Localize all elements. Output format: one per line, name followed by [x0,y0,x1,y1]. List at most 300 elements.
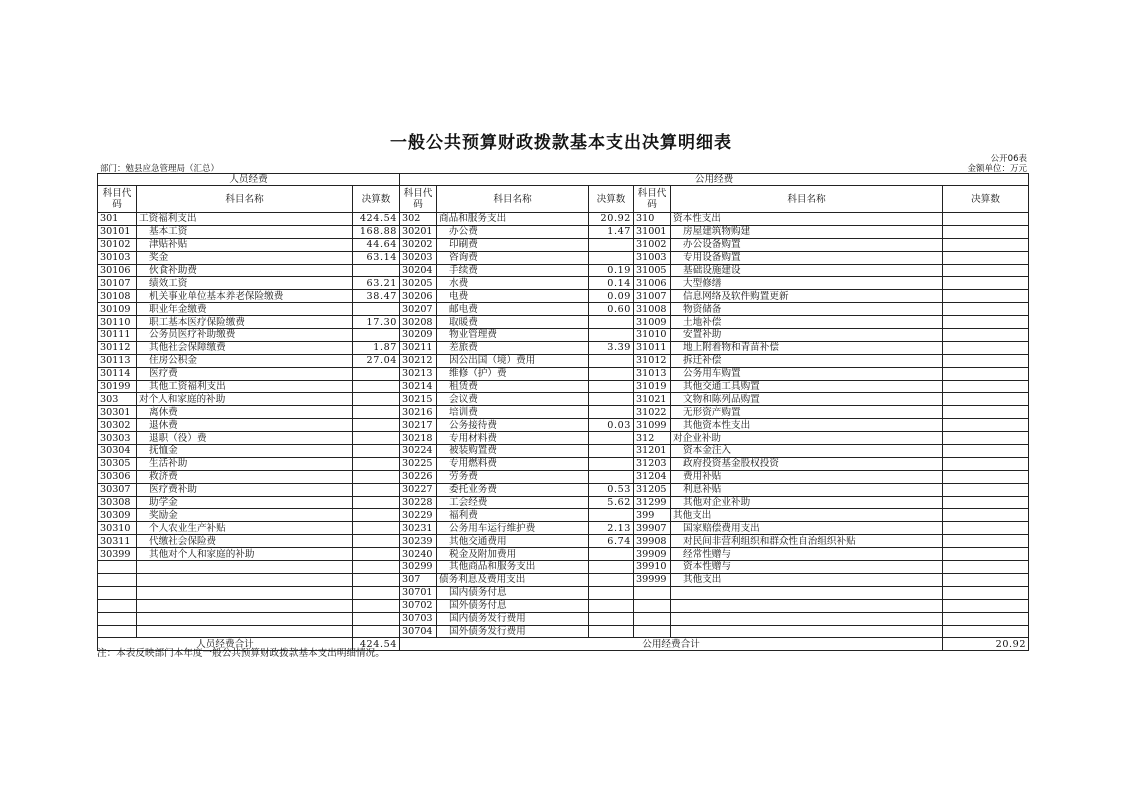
col-header-code: 科目代码 [400,186,437,213]
goods-name-cell: 委托业务费 [437,483,589,496]
goods-name-cell: 国外债务发行费用 [437,625,589,638]
personnel-name-cell: 住房公积金 [137,354,353,367]
goods-name-cell: 国外债务付息 [437,599,589,612]
col-header-amount: 决算数 [353,186,400,213]
personnel-code-cell: 30305 [98,457,137,470]
capital-code-cell: 31010 [634,329,671,342]
table-row [98,341,1029,354]
personnel-amount-cell [353,329,400,342]
capital-code-cell: 31003 [634,251,671,264]
capital-code-cell: 31006 [634,277,671,290]
capital-amount-cell [943,432,1029,445]
footnote: 注：本表反映部门本年度一般公共预算财政拨款基本支出明细情况。 [97,648,385,659]
capital-name-cell [671,586,943,599]
capital-code-cell: 31021 [634,393,671,406]
goods-amount-cell: 2.13 [589,522,634,535]
goods-code-cell: 30225 [400,457,437,470]
personnel-amount-cell: 27.04 [353,354,400,367]
personnel-code-cell: 30304 [98,445,137,458]
table-row [98,625,1029,638]
goods-code-cell: 30224 [400,445,437,458]
personnel-code-cell: 30114 [98,367,137,380]
department-label: 部门：勉县应急管理局（汇总） [100,164,220,174]
public-total-amount: 20.92 [943,638,1029,651]
table-row [98,329,1029,342]
capital-name-cell: 政府投资基金股权投资 [671,457,943,470]
capital-amount-cell [943,238,1029,251]
capital-amount-cell [943,586,1029,599]
goods-name-cell: 邮电费 [437,303,589,316]
goods-amount-cell [589,238,634,251]
capital-code-cell: 31099 [634,419,671,432]
col-header-amount: 决算数 [589,186,634,213]
goods-code-cell: 30704 [400,625,437,638]
personnel-code-cell: 30308 [98,496,137,509]
goods-code-cell: 30203 [400,251,437,264]
expenditure-table [97,173,1029,651]
capital-name-cell: 无形资产购置 [671,406,943,419]
personnel-name-cell: 助学金 [137,496,353,509]
goods-code-cell: 30208 [400,316,437,329]
goods-amount-cell: 0.14 [589,277,634,290]
personnel-code-cell [98,561,137,574]
col-header-amount: 决算数 [943,186,1029,213]
table-row [98,522,1029,535]
goods-code-cell: 30201 [400,225,437,238]
capital-name-cell: 拆迁补偿 [671,354,943,367]
personnel-name-cell: 基本工资 [137,225,353,238]
capital-name-cell: 地上附着物和青苗补偿 [671,341,943,354]
capital-amount-cell [943,380,1029,393]
page-title: 一般公共预算财政拨款基本支出决算明细表 [390,133,732,153]
personnel-amount-cell [353,548,400,561]
personnel-code-cell: 30107 [98,277,137,290]
goods-name-cell: 因公出国（境）费用 [437,354,589,367]
capital-name-cell: 资本金注入 [671,445,943,458]
capital-name-cell: 物资储备 [671,303,943,316]
goods-amount-cell: 0.03 [589,419,634,432]
form-number: 公开06表 [990,154,1027,164]
personnel-code-cell: 30199 [98,380,137,393]
capital-name-cell: 其他资本性支出 [671,419,943,432]
col-header-name: 科目名称 [671,186,943,213]
capital-name-cell: 其他支出 [671,509,943,522]
personnel-amount-cell [353,483,400,496]
personnel-name-cell: 退职（役）费 [137,432,353,445]
personnel-total-amount: 424.54 [353,638,400,651]
personnel-name-cell [137,625,353,638]
personnel-code-cell: 30306 [98,470,137,483]
table-row [98,238,1029,251]
goods-name-cell: 差旅费 [437,341,589,354]
personnel-name-cell: 救济费 [137,470,353,483]
goods-name-cell: 印刷费 [437,238,589,251]
capital-code-cell [634,599,671,612]
capital-amount-cell [943,522,1029,535]
goods-name-cell: 维修（护）费 [437,367,589,380]
personnel-name-cell: 津贴补贴 [137,238,353,251]
goods-name-cell: 手续费 [437,264,589,277]
goods-code-cell: 30209 [400,329,437,342]
table-row [98,251,1029,264]
personnel-code-cell: 30310 [98,522,137,535]
goods-code-cell: 30240 [400,548,437,561]
personnel-name-cell: 其他对个人和家庭的补助 [137,548,353,561]
table-row [98,561,1029,574]
personnel-amount-cell [353,303,400,316]
goods-code-cell: 30202 [400,238,437,251]
goods-amount-cell [589,612,634,625]
personnel-amount-cell [353,457,400,470]
unit-label: 金额单位：万元 [967,164,1027,174]
personnel-name-cell [137,612,353,625]
capital-amount-cell [943,225,1029,238]
goods-amount-cell [589,380,634,393]
goods-name-cell: 租赁费 [437,380,589,393]
personnel-name-cell [137,599,353,612]
goods-amount-cell [589,316,634,329]
capital-code-cell: 312 [634,432,671,445]
personnel-amount-cell [353,522,400,535]
goods-code-cell: 30299 [400,561,437,574]
goods-name-cell: 商品和服务支出 [437,213,589,226]
capital-amount-cell [943,483,1029,496]
personnel-amount-cell [353,419,400,432]
goods-name-cell: 国内债务付息 [437,586,589,599]
goods-amount-cell [589,548,634,561]
table-row [98,303,1029,316]
personnel-code-cell: 30302 [98,419,137,432]
personnel-name-cell: 职工基本医疗保险缴费 [137,316,353,329]
capital-code-cell: 31008 [634,303,671,316]
personnel-amount-cell [353,380,400,393]
table-row [98,393,1029,406]
goods-code-cell: 30228 [400,496,437,509]
goods-name-cell: 咨询费 [437,251,589,264]
capital-code-cell: 39910 [634,561,671,574]
capital-code-cell: 31201 [634,445,671,458]
personnel-amount-cell: 168.88 [353,225,400,238]
capital-name-cell: 对民间非营利组织和群众性自治组织补贴 [671,535,943,548]
personnel-name-cell: 离休费 [137,406,353,419]
capital-name-cell: 专用设备购置 [671,251,943,264]
capital-amount-cell [943,509,1029,522]
personnel-name-cell: 医疗费补助 [137,483,353,496]
personnel-code-cell: 30102 [98,238,137,251]
capital-amount-cell [943,457,1029,470]
capital-code-cell: 31299 [634,496,671,509]
goods-name-cell: 公务用车运行维护费 [437,522,589,535]
goods-name-cell: 取暖费 [437,316,589,329]
goods-code-cell: 30212 [400,354,437,367]
table-row [98,367,1029,380]
personnel-name-cell: 职业年金缴费 [137,303,353,316]
personnel-code-cell: 30110 [98,316,137,329]
goods-name-cell: 工会经费 [437,496,589,509]
goods-code-cell: 30204 [400,264,437,277]
personnel-code-cell [98,586,137,599]
goods-amount-cell [589,561,634,574]
capital-code-cell: 31204 [634,470,671,483]
capital-name-cell: 其他支出 [671,573,943,586]
goods-code-cell: 30217 [400,419,437,432]
goods-code-cell: 30703 [400,612,437,625]
personnel-code-cell: 30106 [98,264,137,277]
personnel-amount-cell [353,625,400,638]
capital-code-cell: 31012 [634,354,671,367]
table-row [98,225,1029,238]
goods-name-cell: 公务接待费 [437,419,589,432]
goods-code-cell: 302 [400,213,437,226]
personnel-code-cell: 30112 [98,341,137,354]
goods-amount-cell: 5.62 [589,496,634,509]
table-row [98,432,1029,445]
goods-code-cell: 30226 [400,470,437,483]
personnel-amount-cell: 63.14 [353,251,400,264]
personnel-name-cell: 伙食补助费 [137,264,353,277]
capital-amount-cell [943,290,1029,303]
goods-amount-cell [589,457,634,470]
personnel-code-cell: 30309 [98,509,137,522]
goods-code-cell: 30227 [400,483,437,496]
capital-code-cell [634,625,671,638]
table-row [98,509,1029,522]
capital-code-cell: 31022 [634,406,671,419]
capital-name-cell: 公务用车购置 [671,367,943,380]
table-row [98,457,1029,470]
goods-amount-cell [589,573,634,586]
capital-name-cell: 经常性赠与 [671,548,943,561]
goods-code-cell: 30211 [400,341,437,354]
goods-name-cell: 物业管理费 [437,329,589,342]
capital-amount-cell [943,612,1029,625]
table-row [98,316,1029,329]
personnel-name-cell [137,561,353,574]
personnel-code-cell: 303 [98,393,137,406]
goods-amount-cell: 0.60 [589,303,634,316]
table-row [98,354,1029,367]
table-row [98,406,1029,419]
personnel-amount-cell [353,586,400,599]
capital-code-cell [634,612,671,625]
personnel-amount-cell [353,445,400,458]
capital-name-cell: 土地补偿 [671,316,943,329]
table-row [98,548,1029,561]
table-row [98,213,1029,226]
personnel-amount-cell: 44.64 [353,238,400,251]
personnel-name-cell: 代缴社会保险费 [137,535,353,548]
goods-name-cell: 其他商品和服务支出 [437,561,589,574]
personnel-amount-cell [353,561,400,574]
personnel-code-cell: 30303 [98,432,137,445]
capital-amount-cell [943,406,1029,419]
capital-amount-cell [943,367,1029,380]
goods-code-cell: 30215 [400,393,437,406]
personnel-name-cell: 退休费 [137,419,353,432]
capital-amount-cell [943,419,1029,432]
capital-name-cell: 办公设备购置 [671,238,943,251]
table-row [98,445,1029,458]
personnel-name-cell: 其他社会保障缴费 [137,341,353,354]
table-row [98,419,1029,432]
personnel-name-cell: 其他工资福利支出 [137,380,353,393]
capital-code-cell: 31203 [634,457,671,470]
col-header-name: 科目名称 [137,186,353,213]
goods-code-cell: 30231 [400,522,437,535]
capital-amount-cell [943,213,1029,226]
personnel-code-cell [98,573,137,586]
goods-code-cell: 30229 [400,509,437,522]
capital-name-cell: 房屋建筑物购建 [671,225,943,238]
capital-name-cell: 基础设施建设 [671,264,943,277]
capital-name-cell: 国家赔偿费用支出 [671,522,943,535]
capital-name-cell: 文物和陈列品购置 [671,393,943,406]
capital-amount-cell [943,548,1029,561]
goods-name-cell: 会议费 [437,393,589,406]
personnel-code-cell: 30108 [98,290,137,303]
capital-amount-cell [943,354,1029,367]
personnel-name-cell: 奖金 [137,251,353,264]
capital-name-cell [671,612,943,625]
personnel-code-cell: 30111 [98,329,137,342]
capital-amount-cell [943,573,1029,586]
personnel-amount-cell [353,612,400,625]
goods-code-cell: 30206 [400,290,437,303]
table-row [98,380,1029,393]
personnel-code-cell: 301 [98,213,137,226]
personnel-code-cell: 30399 [98,548,137,561]
capital-name-cell: 费用补贴 [671,470,943,483]
personnel-total-label: 人员经费合计 [98,638,353,651]
goods-code-cell: 30239 [400,535,437,548]
capital-code-cell: 31019 [634,380,671,393]
goods-amount-cell [589,367,634,380]
goods-code-cell: 30214 [400,380,437,393]
goods-name-cell: 被装购置费 [437,445,589,458]
personnel-name-cell [137,586,353,599]
personnel-amount-cell [353,367,400,380]
capital-amount-cell [943,393,1029,406]
personnel-amount-cell [353,509,400,522]
capital-code-cell: 39999 [634,573,671,586]
personnel-amount-cell [353,406,400,419]
goods-name-cell: 福利费 [437,509,589,522]
goods-name-cell: 劳务费 [437,470,589,483]
personnel-name-cell: 医疗费 [137,367,353,380]
capital-name-cell: 大型修缮 [671,277,943,290]
goods-amount-cell: 0.53 [589,483,634,496]
personnel-amount-cell: 424.54 [353,213,400,226]
capital-code-cell: 31205 [634,483,671,496]
personnel-name-cell: 机关事业单位基本养老保险缴费 [137,290,353,303]
table-row [98,599,1029,612]
goods-amount-cell [589,599,634,612]
capital-name-cell: 安置补助 [671,329,943,342]
capital-code-cell: 31011 [634,341,671,354]
capital-amount-cell [943,264,1029,277]
header-group-row [98,174,1029,186]
capital-code-cell: 31007 [634,290,671,303]
table-row [98,277,1029,290]
goods-amount-cell: 20.92 [589,213,634,226]
goods-code-cell: 30701 [400,586,437,599]
personnel-code-cell [98,599,137,612]
personnel-amount-cell: 1.87 [353,341,400,354]
table-row [98,535,1029,548]
capital-amount-cell [943,470,1029,483]
personnel-name-cell [137,573,353,586]
col-header-code: 科目代码 [98,186,137,213]
capital-amount-cell [943,341,1029,354]
goods-amount-cell: 1.47 [589,225,634,238]
goods-amount-cell: 0.09 [589,290,634,303]
personnel-amount-cell [353,470,400,483]
goods-amount-cell [589,393,634,406]
table-row [98,586,1029,599]
personnel-amount-cell [353,264,400,277]
header-column-row [98,186,1029,213]
capital-amount-cell [943,329,1029,342]
personnel-name-cell: 个人农业生产补贴 [137,522,353,535]
capital-code-cell: 310 [634,213,671,226]
personnel-name-cell: 抚恤金 [137,445,353,458]
goods-amount-cell: 6.74 [589,535,634,548]
personnel-group-header: 人员经费 [98,174,400,186]
goods-name-cell: 水费 [437,277,589,290]
personnel-amount-cell [353,393,400,406]
goods-amount-cell [589,470,634,483]
personnel-amount-cell [353,599,400,612]
goods-code-cell: 30218 [400,432,437,445]
capital-amount-cell [943,599,1029,612]
goods-code-cell: 30205 [400,277,437,290]
goods-code-cell: 30207 [400,303,437,316]
capital-amount-cell [943,445,1029,458]
goods-code-cell: 307 [400,573,437,586]
goods-amount-cell [589,625,634,638]
table-row [98,470,1029,483]
personnel-code-cell: 30311 [98,535,137,548]
table-row [98,483,1029,496]
personnel-amount-cell: 38.47 [353,290,400,303]
goods-code-cell: 30213 [400,367,437,380]
goods-code-cell: 30216 [400,406,437,419]
personnel-name-cell: 对个人和家庭的补助 [137,393,353,406]
capital-code-cell: 39907 [634,522,671,535]
goods-amount-cell [589,354,634,367]
goods-name-cell: 培训费 [437,406,589,419]
goods-name-cell: 电费 [437,290,589,303]
public-group-header: 公用经费 [400,174,1029,186]
capital-name-cell: 资本性支出 [671,213,943,226]
personnel-code-cell: 30109 [98,303,137,316]
personnel-amount-cell [353,535,400,548]
capital-name-cell: 利息补贴 [671,483,943,496]
personnel-code-cell: 30103 [98,251,137,264]
goods-amount-cell [589,445,634,458]
goods-name-cell: 专用材料费 [437,432,589,445]
capital-code-cell: 39909 [634,548,671,561]
goods-name-cell: 国内债务发行费用 [437,612,589,625]
goods-amount-cell [589,509,634,522]
capital-name-cell: 其他对企业补助 [671,496,943,509]
capital-name-cell: 资本性赠与 [671,561,943,574]
capital-amount-cell [943,303,1029,316]
goods-amount-cell [589,432,634,445]
personnel-name-cell: 奖励金 [137,509,353,522]
personnel-name-cell: 公务员医疗补助缴费 [137,329,353,342]
capital-amount-cell [943,316,1029,329]
